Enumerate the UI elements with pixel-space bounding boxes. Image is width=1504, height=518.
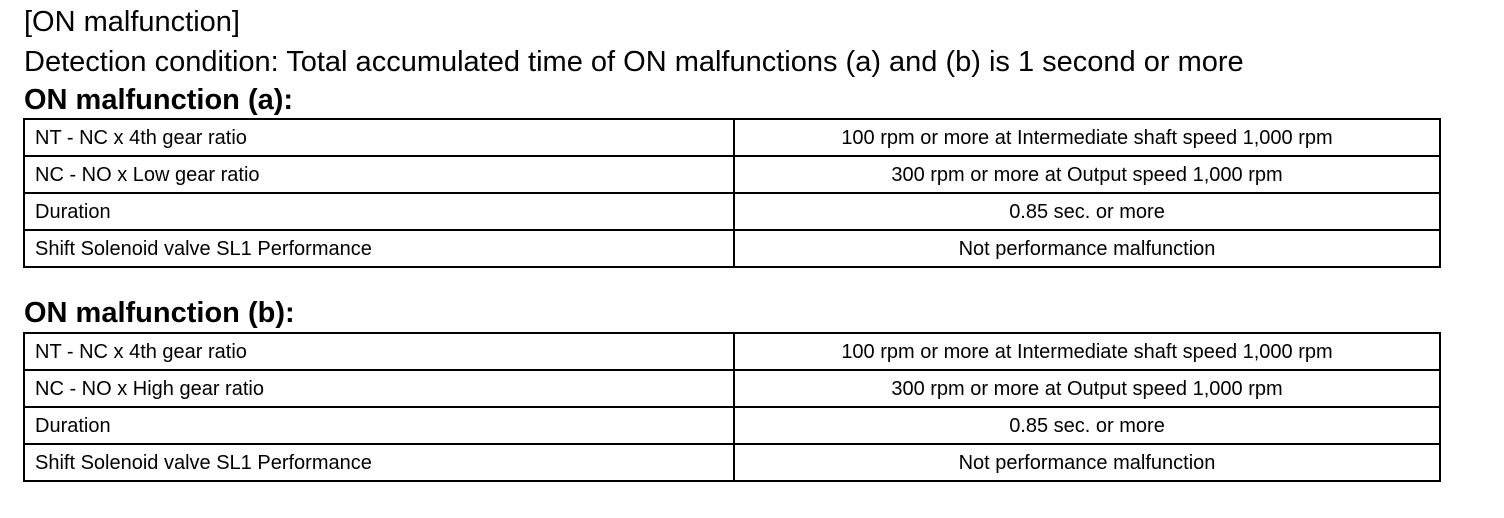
parameter-cell: Shift Solenoid valve SL1 Performance: [24, 444, 734, 481]
value-cell: 0.85 sec. or more: [734, 193, 1440, 230]
table-row: [24, 119, 1440, 156]
table-row: [24, 156, 1440, 193]
value-cell: 300 rpm or more at Output speed 1,000 rpm: [734, 370, 1440, 407]
page-title: [ON malfunction]: [24, 6, 240, 38]
table-row: [24, 333, 1440, 370]
parameter-cell: NC - NO x Low gear ratio: [24, 156, 734, 193]
table-row: [24, 230, 1440, 267]
table-row: [24, 407, 1440, 444]
parameter-cell: Duration: [24, 407, 734, 444]
section-title-b: ON malfunction (b):: [24, 297, 295, 329]
value-cell: 100 rpm or more at Intermediate shaft speed 1,000 rpm: [734, 333, 1440, 370]
value-cell: Not performance malfunction: [734, 444, 1440, 481]
parameter-cell: Shift Solenoid valve SL1 Performance: [24, 230, 734, 267]
parameter-cell: NC - NO x High gear ratio: [24, 370, 734, 407]
table-row: [24, 444, 1440, 481]
value-cell: 0.85 sec. or more: [734, 407, 1440, 444]
condition-table-b: [23, 332, 1441, 482]
table-row: [24, 193, 1440, 230]
value-cell: 100 rpm or more at Intermediate shaft speed 1,000 rpm: [734, 119, 1440, 156]
value-cell: Not performance malfunction: [734, 230, 1440, 267]
condition-table-a: [23, 118, 1441, 268]
value-cell: 300 rpm or more at Output speed 1,000 rpm: [734, 156, 1440, 193]
section-title-a: ON malfunction (a):: [24, 84, 294, 116]
parameter-cell: NT - NC x 4th gear ratio: [24, 119, 734, 156]
table-row: [24, 370, 1440, 407]
parameter-cell: Duration: [24, 193, 734, 230]
parameter-cell: NT - NC x 4th gear ratio: [24, 333, 734, 370]
detection-condition: Detection condition: Total accumulated time of ON malfunctions (a) and (b) is 1 second or more: [24, 46, 1244, 78]
